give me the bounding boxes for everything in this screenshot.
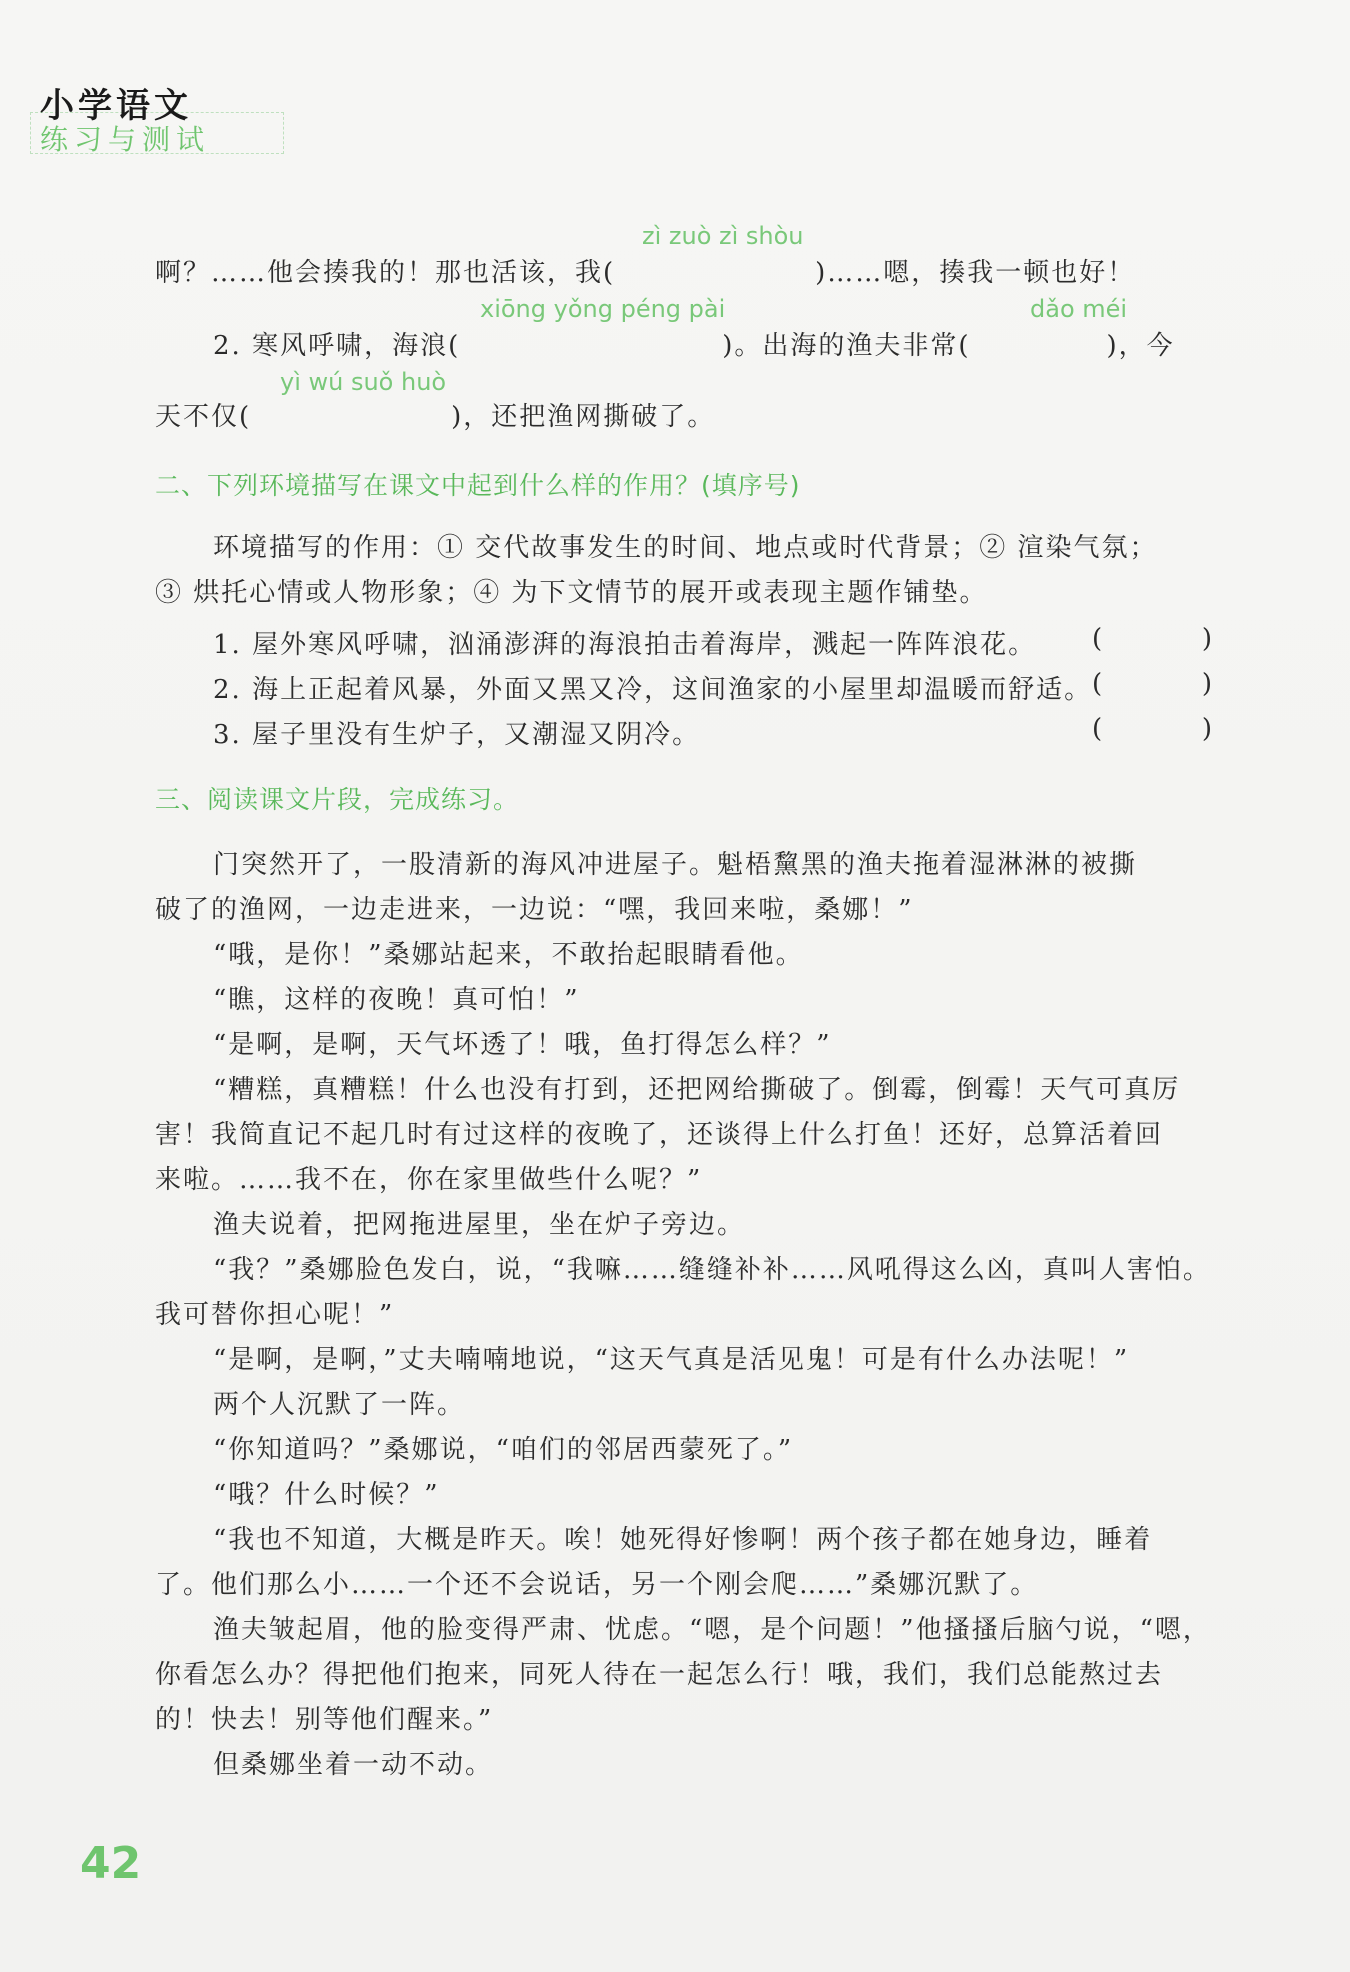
section-2-intro <box>155 571 1205 616</box>
fill-in-line-1 <box>155 252 1135 289</box>
passage-line: 渔夫皱起眉，他的脸变得严肃、忧虑。“嗯，是个问题！”他搔搔后脑勺说，“嗯， <box>213 1615 1211 1645</box>
book-subtitle: 练习与测试 <box>40 123 211 156</box>
fill-in-line-2 <box>213 325 1175 362</box>
reading-passage <box>155 843 1211 1788</box>
line-text: )，今 <box>1106 331 1175 361</box>
book-title: 小学语文 <box>40 86 192 126</box>
passage-line: “哦？什么时候？” <box>213 1480 440 1510</box>
answer-parentheses-1[interactable] <box>1092 624 1212 654</box>
answer-parentheses-3[interactable] <box>1092 714 1212 744</box>
passage-line: 你看怎么办？得把他们抱来，同死人待在一起怎么行！哦，我们，我们总能熬过去 <box>155 1660 1164 1690</box>
paren-close: ) <box>1201 669 1212 699</box>
fill-in-line-3 <box>155 396 715 433</box>
section-2-intro <box>155 526 1263 571</box>
passage-line: 我可替你担心呢！” <box>155 1300 395 1330</box>
paren-close: ) <box>1201 624 1212 654</box>
line-text: )，还把渔网撕破了。 <box>451 402 716 432</box>
line-text: 2. 寒风呼啸，海浪( <box>213 331 461 361</box>
passage-line: 了。他们那么小……一个还不会说话，另一个刚会爬……”桑娜沉默了。 <box>155 1570 1039 1600</box>
passage-line: 的！快去！别等他们醒来。” <box>155 1705 494 1735</box>
passage-line: 门突然开了，一股清新的海风冲进屋子。魁梧黧黑的渔夫拖着湿淋淋的被撕 <box>213 850 1138 880</box>
passage-line: “你知道吗？”桑娜说，“咱们的邻居西蒙死了。” <box>213 1435 794 1465</box>
section-3-title: 三、阅读课文片段，完成练习。 <box>155 785 520 814</box>
passage-line: “瞧，这样的夜晚！真可怕！” <box>213 985 580 1015</box>
question-item-3: 3. 屋子里没有生炉子，又潮湿又阴冷。 <box>213 720 701 750</box>
passage-line: “是啊，是啊，天气坏透了！哦，鱼打得怎么样？” <box>213 1030 832 1060</box>
passage-line: 两个人沉默了一阵。 <box>213 1390 466 1420</box>
pinyin-hint: dǎo méi <box>1030 295 1128 323</box>
passage-line: 破了的渔网，一边走进来，一边说：“嘿，我回来啦，桑娜！” <box>155 895 914 925</box>
passage-line: 但桑娜坐着一动不动。 <box>213 1750 494 1780</box>
paren-open: ( <box>1092 714 1103 744</box>
passage-line: “是啊，是啊，”丈夫喃喃地说，“这天气真是活见鬼！可是有什么办法呢！” <box>213 1345 1130 1375</box>
pinyin-hint: zì zuò zì shòu <box>642 222 804 250</box>
intro-line: 环境描写的作用：① 交代故事发生的时间、地点或时代背景；② 渲染气氛； <box>213 533 1158 563</box>
pinyin-hint: xiōng yǒng péng pài <box>480 295 726 323</box>
section-2-title: 二、下列环境描写在课文中起到什么样的作用？(填序号) <box>155 471 801 500</box>
passage-line: 害！我简直记不起几时有过这样的夜晚了，还谈得上什么打鱼！还好，总算活着回 <box>155 1120 1164 1150</box>
line-text: 天不仅( <box>155 402 252 432</box>
paren-open: ( <box>1092 624 1103 654</box>
line-text: 啊？……他会揍我的！那也活该，我( <box>155 258 616 288</box>
passage-line: “哦，是你！”桑娜站起来，不敢抬起眼睛看他。 <box>213 940 804 970</box>
answer-parentheses-2[interactable] <box>1092 669 1212 699</box>
line-text: )。出海的渔夫非常( <box>722 331 971 361</box>
question-item-2: 2. 海上正起着风暴，外面又黑又冷，这间渔家的小屋里却温暖而舒适。 <box>213 675 1093 705</box>
paren-close: ) <box>1201 714 1212 744</box>
passage-line: 渔夫说着，把网拖进屋里，坐在炉子旁边。 <box>213 1210 746 1240</box>
line-text: )……嗯，揍我一顿也好！ <box>815 258 1136 288</box>
passage-line: “我也不知道，大概是昨天。唉！她死得好惨啊！两个孩子都在她身边，睡着 <box>213 1525 1153 1555</box>
question-item-1: 1. 屋外寒风呼啸，汹涌澎湃的海浪拍击着海岸，溅起一阵阵浪花。 <box>213 630 1037 660</box>
page-number: 42 <box>80 1838 142 1889</box>
paren-open: ( <box>1092 669 1103 699</box>
passage-line: 来啦。……我不在，你在家里做些什么呢？” <box>155 1165 703 1195</box>
pinyin-hint: yì wú suǒ huò <box>280 368 447 396</box>
passage-line: “我？”桑娜脸色发白，说，“我嘛……缝缝补补……风吼得这么凶，真叫人害怕。 <box>213 1255 1211 1285</box>
intro-line: ③ 烘托心情或人物形象；④ 为下文情节的展开或表现主题作铺垫。 <box>155 578 988 608</box>
passage-line: “糟糕，真糟糕！什么也没有打到，还把网给撕破了。倒霉，倒霉！天气可真厉 <box>213 1075 1181 1105</box>
